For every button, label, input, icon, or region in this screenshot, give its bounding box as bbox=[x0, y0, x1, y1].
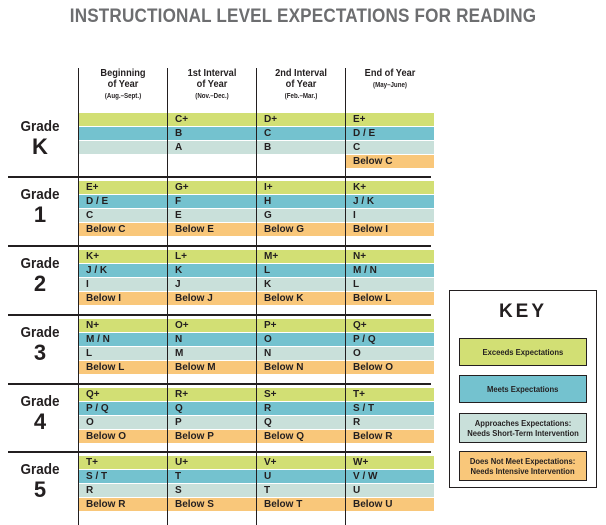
level-cell: K+ bbox=[79, 250, 167, 263]
column-header-title: of Year bbox=[285, 78, 317, 90]
column-header bbox=[346, 68, 434, 91]
grade-number: 1 bbox=[33, 202, 47, 227]
level-cell: G bbox=[257, 209, 345, 222]
level-cell: K bbox=[257, 278, 345, 291]
level-cell: S / T bbox=[346, 402, 434, 415]
page-title: INSTRUCTIONAL LEVEL EXPECTATIONS FOR READING bbox=[69, 6, 537, 27]
column-header-title: Beginning bbox=[100, 67, 146, 79]
key-item-label: Does Not Meet Expectations: Needs Intensive Intervention bbox=[470, 456, 576, 476]
level-cell: Below J bbox=[168, 292, 256, 305]
level-cell: Q+ bbox=[346, 319, 434, 332]
row-divider bbox=[79, 277, 431, 278]
level-cell: P+ bbox=[257, 319, 345, 332]
row-divider bbox=[79, 194, 431, 195]
column-divider bbox=[256, 68, 257, 525]
level-cell bbox=[79, 141, 167, 154]
level-cell: L bbox=[257, 264, 345, 277]
level-cell: Q bbox=[168, 402, 256, 415]
level-cell: Below C bbox=[79, 223, 167, 236]
grade-word: Grade bbox=[20, 118, 60, 135]
level-cell bbox=[79, 113, 167, 126]
row-divider bbox=[79, 126, 431, 127]
level-cell: Below I bbox=[346, 223, 434, 236]
level-cell: U bbox=[346, 484, 434, 497]
level-cell: R bbox=[79, 484, 167, 497]
key-item-exceeds bbox=[459, 338, 587, 366]
column-header-title: End of Year bbox=[364, 67, 416, 79]
grade-divider bbox=[8, 245, 431, 247]
level-cell: Q+ bbox=[79, 388, 167, 401]
level-cell: J / K bbox=[79, 264, 167, 277]
row-divider bbox=[79, 208, 431, 209]
level-cell: D / E bbox=[346, 127, 434, 140]
level-cell: N+ bbox=[79, 319, 167, 332]
level-cell: C bbox=[79, 209, 167, 222]
row-divider bbox=[79, 346, 431, 347]
level-cell: P / Q bbox=[79, 402, 167, 415]
level-cell: B bbox=[257, 141, 345, 154]
column-header bbox=[168, 68, 256, 102]
level-cell: T bbox=[257, 484, 345, 497]
level-cell: E+ bbox=[346, 113, 434, 126]
grade-word: Grade bbox=[20, 186, 60, 203]
level-cell: L bbox=[346, 278, 434, 291]
column-header bbox=[257, 68, 345, 102]
grade-word: Grade bbox=[20, 255, 60, 272]
level-cell: Below C bbox=[346, 155, 434, 168]
row-divider bbox=[79, 332, 431, 333]
level-cell: U+ bbox=[168, 456, 256, 469]
level-cell: V / W bbox=[346, 470, 434, 483]
level-cell: R+ bbox=[168, 388, 256, 401]
key-item-meets bbox=[459, 375, 587, 403]
column-header-title: 2nd Interval bbox=[275, 67, 327, 79]
level-cell: Below M bbox=[168, 361, 256, 374]
grade-divider bbox=[8, 176, 431, 178]
level-cell: Below I bbox=[79, 292, 167, 305]
level-cell: N bbox=[168, 333, 256, 346]
level-cell: Below S bbox=[168, 498, 256, 511]
column-header-title: of Year bbox=[196, 78, 228, 90]
key-item-approaches bbox=[459, 413, 587, 443]
column-divider bbox=[345, 68, 346, 525]
column-header-dates: (Nov.–Dec.) bbox=[195, 93, 229, 100]
grade-number: 2 bbox=[33, 271, 47, 296]
level-cell: P / Q bbox=[346, 333, 434, 346]
level-cell: U bbox=[257, 470, 345, 483]
level-cell: Below L bbox=[79, 361, 167, 374]
level-cell: T+ bbox=[79, 456, 167, 469]
level-cell: K bbox=[168, 264, 256, 277]
level-cell: O bbox=[257, 333, 345, 346]
grade-number: 3 bbox=[33, 340, 47, 365]
level-cell: Below O bbox=[346, 361, 434, 374]
level-cell: Below E bbox=[168, 223, 256, 236]
level-cell: O+ bbox=[168, 319, 256, 332]
level-cell: C bbox=[257, 127, 345, 140]
column-header-title: of Year bbox=[107, 78, 139, 90]
grade-divider bbox=[8, 314, 431, 316]
key-item-below bbox=[459, 451, 587, 481]
row-divider bbox=[79, 415, 431, 416]
level-cell: D / E bbox=[79, 195, 167, 208]
level-cell: E bbox=[168, 209, 256, 222]
level-cell: O bbox=[79, 416, 167, 429]
level-cell: S / T bbox=[79, 470, 167, 483]
level-cell: S+ bbox=[257, 388, 345, 401]
level-cell: M bbox=[168, 347, 256, 360]
level-cell: Below U bbox=[346, 498, 434, 511]
column-header-dates: (May–June) bbox=[373, 82, 407, 89]
level-cell: N bbox=[257, 347, 345, 360]
grade-number: 5 bbox=[33, 477, 47, 502]
grade-divider bbox=[8, 451, 431, 453]
level-cell: L+ bbox=[168, 250, 256, 263]
level-cell: Below R bbox=[346, 430, 434, 443]
grade-label bbox=[8, 325, 72, 365]
key-item-label: Meets Expectations bbox=[487, 384, 559, 394]
column-header-dates: (Feb.–Mar.) bbox=[284, 93, 318, 100]
key-item-label: Approaches Expectations: Needs Short-Term Intervention bbox=[467, 418, 579, 438]
level-cell: W+ bbox=[346, 456, 434, 469]
column-header-dates: (Aug.–Sept.) bbox=[104, 93, 142, 100]
level-cell: R bbox=[346, 416, 434, 429]
level-cell: P bbox=[168, 416, 256, 429]
grade-number: 4 bbox=[33, 409, 47, 434]
column-header-title: 1st Interval bbox=[187, 67, 237, 79]
column-header bbox=[79, 68, 167, 102]
level-cell: O bbox=[346, 347, 434, 360]
level-cell: B bbox=[168, 127, 256, 140]
level-cell: Below L bbox=[346, 292, 434, 305]
key-legend bbox=[449, 290, 597, 488]
grade-label bbox=[8, 394, 72, 434]
grade-word: Grade bbox=[20, 393, 60, 410]
level-cell: R bbox=[257, 402, 345, 415]
row-divider bbox=[79, 140, 431, 141]
row-divider bbox=[79, 401, 431, 402]
level-cell: T+ bbox=[346, 388, 434, 401]
grade-number: K bbox=[32, 134, 48, 159]
row-divider bbox=[79, 469, 431, 470]
level-cell: T bbox=[168, 470, 256, 483]
level-cell: Q bbox=[257, 416, 345, 429]
level-cell: M+ bbox=[257, 250, 345, 263]
level-cell: J / K bbox=[346, 195, 434, 208]
level-cell: F bbox=[168, 195, 256, 208]
level-cell: I+ bbox=[257, 181, 345, 194]
grade-label bbox=[8, 119, 72, 159]
row-divider bbox=[79, 483, 431, 484]
level-cell bbox=[79, 127, 167, 140]
level-cell: M / N bbox=[79, 333, 167, 346]
level-cell: I bbox=[346, 209, 434, 222]
level-cell: G+ bbox=[168, 181, 256, 194]
level-cell: J bbox=[168, 278, 256, 291]
column-divider bbox=[167, 68, 168, 525]
level-cell: I bbox=[79, 278, 167, 291]
key-item-label: Exceeds Expectations bbox=[482, 347, 564, 357]
level-cell: K+ bbox=[346, 181, 434, 194]
key-title: KEY bbox=[498, 301, 548, 322]
level-cell: D+ bbox=[257, 113, 345, 126]
level-cell: C+ bbox=[168, 113, 256, 126]
level-cell: Below G bbox=[257, 223, 345, 236]
grade-word: Grade bbox=[20, 324, 60, 341]
grade-label bbox=[8, 462, 72, 502]
level-cell: N+ bbox=[346, 250, 434, 263]
level-cell: Below O bbox=[79, 430, 167, 443]
grade-label bbox=[8, 187, 72, 227]
level-cell: M / N bbox=[346, 264, 434, 277]
level-cell: Below R bbox=[79, 498, 167, 511]
level-cell: C bbox=[346, 141, 434, 154]
grade-label bbox=[8, 256, 72, 296]
column-divider bbox=[78, 68, 79, 525]
level-cell: Below Q bbox=[257, 430, 345, 443]
row-divider bbox=[79, 263, 431, 264]
level-cell: A bbox=[168, 141, 256, 154]
level-cell: H bbox=[257, 195, 345, 208]
level-cell: Below T bbox=[257, 498, 345, 511]
level-cell: Below K bbox=[257, 292, 345, 305]
level-cell: Below P bbox=[168, 430, 256, 443]
level-cell: Below N bbox=[257, 361, 345, 374]
level-cell: V+ bbox=[257, 456, 345, 469]
grade-divider bbox=[8, 383, 431, 385]
level-cell: L bbox=[79, 347, 167, 360]
level-cell: E+ bbox=[79, 181, 167, 194]
level-cell: S bbox=[168, 484, 256, 497]
grade-word: Grade bbox=[20, 461, 60, 478]
